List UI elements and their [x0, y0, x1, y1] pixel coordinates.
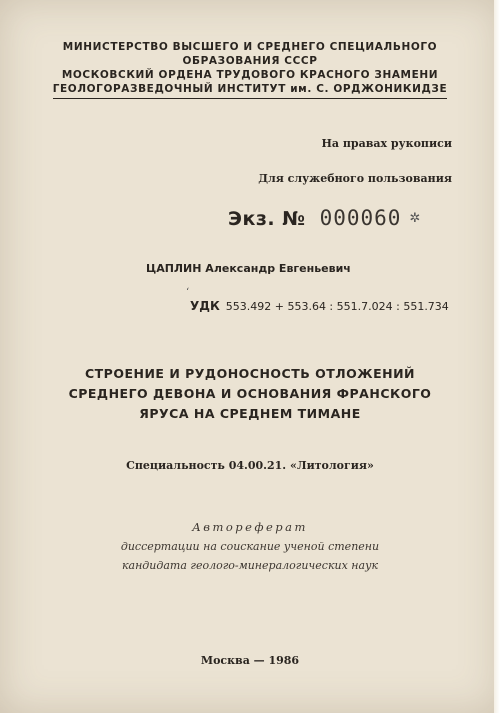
specialty-line: Специальность 04.00.21. «Литология» — [126, 459, 374, 472]
title-line: СРЕДНЕГО ДЕВОНА И ОСНОВАНИЯ ФРАНСКОГО — [68, 386, 432, 401]
page-edge — [494, 0, 500, 713]
star-stamp-icon: ✲ — [409, 211, 421, 226]
copy-number — [228, 206, 420, 230]
official-use-note: Для служебного пользования — [258, 172, 452, 185]
dissertation-title — [40, 364, 460, 424]
manuscript-rights-note: На правах рукописи — [321, 137, 452, 150]
copy-number-label: Экз. № — [228, 208, 306, 230]
abstract-heading: Автореферат — [192, 520, 308, 534]
title-line: СТРОЕНИЕ И РУДОНОСНОСТЬ ОТЛОЖЕНИЙ — [84, 366, 416, 381]
udc-value: 553.492 + 553.64 : 551.7.024 : 551.734 — [225, 300, 449, 313]
header-line-geology: ГЕОЛОГОРАЗВЕДОЧНЫЙ ИНСТИТУТ им. С. ОРДЖОНИКИДЗЕ — [53, 82, 448, 99]
copy-number-value: 000060 — [319, 206, 402, 230]
place-year: Москва — 1986 — [200, 654, 300, 667]
udc-label: УДК — [190, 299, 220, 313]
header-line-institute: МОСКОВСКИЙ ОРДЕНА ТРУДОВОГО КРАСНОГО ЗНАМЕНИ — [61, 69, 439, 81]
abstract-block — [40, 518, 460, 575]
abstract-line: кандидата геолого-минералогических наук — [121, 559, 379, 572]
title-line: ЯРУСА НА СРЕДНЕМ ТИМАНЕ — [139, 406, 361, 421]
abstract-line: диссертации на соискание ученой степени — [120, 540, 380, 553]
header-line-education: ОБРАЗОВАНИЯ СССР — [182, 55, 318, 67]
institution-header — [40, 40, 460, 99]
udc-code — [190, 299, 449, 313]
pencil-mark-icon: ʻ — [186, 287, 190, 298]
header-line-ministry: МИНИСТЕРСТВО ВЫСШЕГО И СРЕДНЕГО СПЕЦИАЛЬНОГО — [62, 41, 438, 53]
author-name: ЦАПЛИН Александр Евгеньевич — [146, 262, 351, 275]
